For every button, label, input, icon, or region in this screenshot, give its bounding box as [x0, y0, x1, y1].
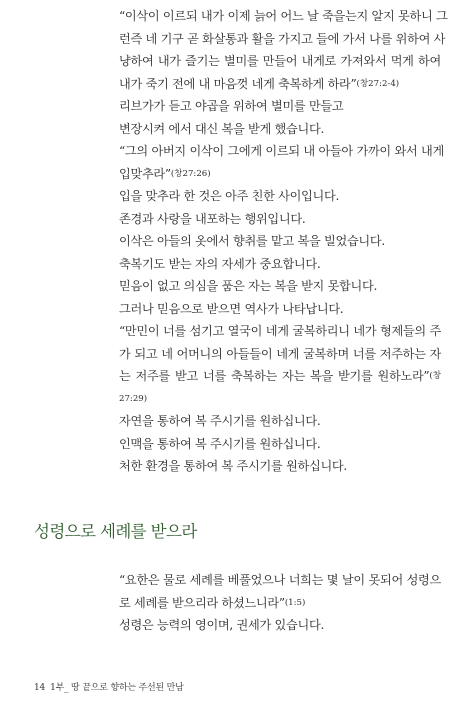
text-line — [119, 388, 441, 411]
scripture-reference: 27:29) — [119, 393, 148, 404]
body-text-block — [119, 569, 441, 637]
text-line: 로 세례를 받으리라 하셨느니라”(1:5) — [119, 595, 306, 610]
text-line: 존경과 사랑을 내포하는 행위입니다. — [119, 211, 306, 226]
text-line: 냥하여 내가 즐기는 별미를 만들어 내게로 가져와서 먹게 하여 — [119, 54, 441, 68]
page-footer — [34, 680, 184, 693]
text-line: 런즉 네 기구 곧 화살통과 활을 가지고 들에 가서 나를 위하여 사 — [119, 31, 446, 46]
scripture-reference: (창 — [429, 371, 441, 381]
text-line: 입맞추라”(창27:26) — [119, 166, 211, 181]
text-line: “만민이 너를 섬기고 열국이 네게 굴복하리니 네가 형제들의 주 — [119, 324, 441, 338]
text-line: 처한 환경을 통하여 복 주시기를 원하십니다. — [119, 459, 347, 473]
text-line: 리브가가 듣고 야곱을 위하여 별미를 만들고 — [119, 99, 344, 113]
text-line: 인맥을 통하여 복 주시기를 원하십니다. — [119, 436, 321, 451]
text-line: 그러나 믿음으로 받으면 역사가 나타납니다. — [119, 301, 344, 316]
scripture-reference: (창27:26) — [170, 168, 211, 179]
text-line: 입을 맞추라 한 것은 아주 친한 사이입니다. — [119, 189, 340, 203]
text-line: 자연을 통하여 복 주시기를 원하십니다. — [119, 414, 321, 428]
text-line: 는 저주를 받고 너를 축복하는 자는 복을 받기를 원하노라”(창 — [119, 369, 441, 383]
scripture-reference: (창27:2-4) — [356, 78, 400, 89]
text-line: “이삭이 이르되 내가 이제 늙어 어느 날 죽을는지 알지 못하니 그 — [119, 9, 448, 23]
scripture-reference: (1:5) — [284, 597, 306, 608]
text-line: 이삭은 아들의 옷에서 향취를 맡고 복을 빌었습니다. — [119, 234, 385, 248]
text-line: 변장시켜 에서 대신 복을 받게 했습니다. — [119, 121, 325, 136]
body-text-block — [119, 5, 448, 478]
page-number: 14 — [34, 683, 46, 693]
section-heading: 성령으로 세례를 받으라 — [34, 522, 197, 541]
text-line: 믿음이 없고 의심을 품은 자는 복을 받지 못합니다. — [119, 279, 378, 293]
text-line: 가 되고 네 어머니의 아들들이 네게 굴복하며 너를 저주하는 자 — [119, 346, 441, 361]
text-line: “요한은 물로 세례를 베풀었으나 너희는 몇 날이 못되어 성령으 — [119, 573, 441, 587]
text-line: 축복기도 받는 자의 자세가 중요합니다. — [119, 256, 321, 271]
text-line: 성령은 능력의 영이며, 권세가 있습니다. — [119, 618, 325, 632]
text-line: “그의 아버지 이삭이 그에게 이르되 내 아들아 가까이 와서 내게 — [119, 144, 444, 158]
text-line: 내가 죽기 전에 내 마음껏 네게 축복하게 하라”(창27:2-4) — [119, 76, 400, 91]
running-footer-title: 1부_ 땅 끝으로 향하는 주선된 만남 — [50, 683, 184, 693]
